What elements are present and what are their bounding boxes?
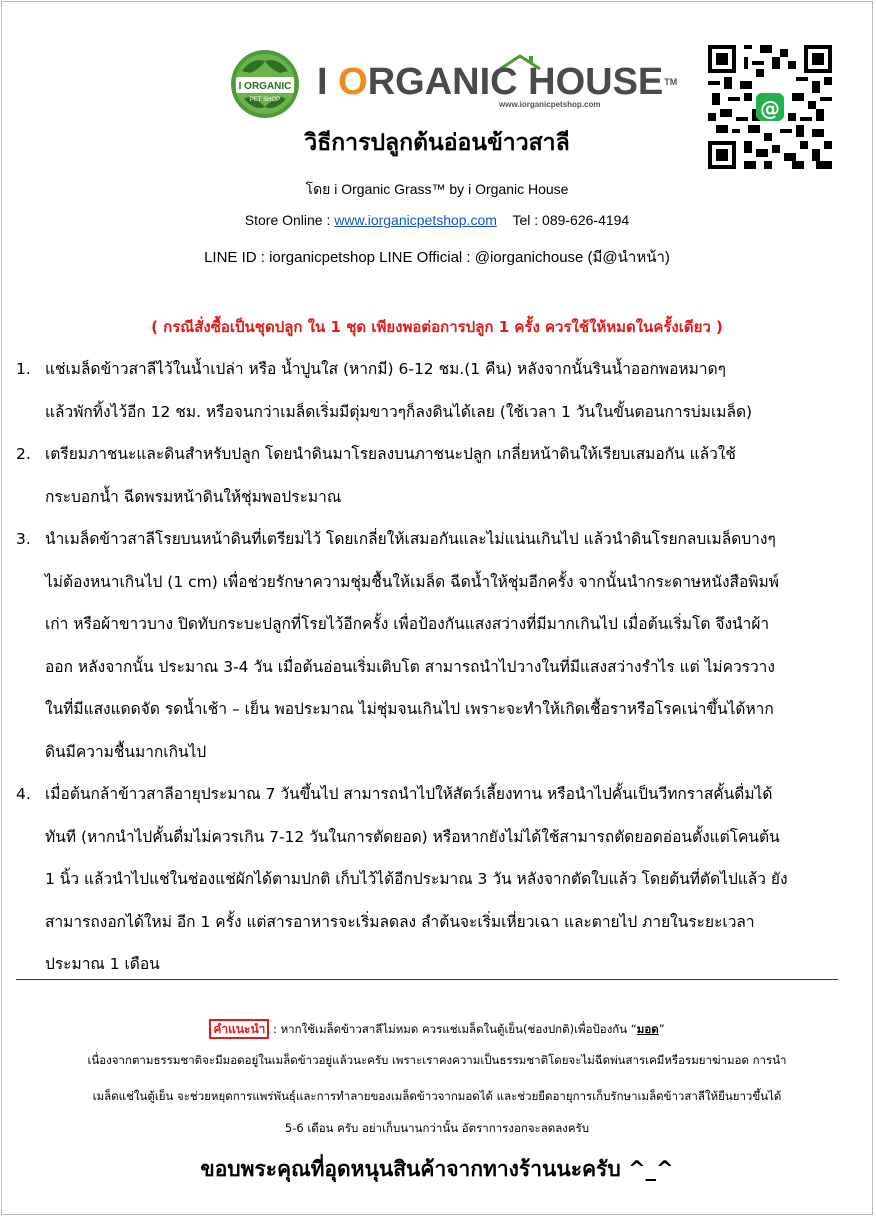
note-line-3: 5-6 เดือน ครับ อย่าเก็บนานกว่านั้น อัตราการงอกจะลดลงครับ xyxy=(284,1121,590,1135)
step-line: แล้วพักทิ้งไว้อีก 12 ชม. หรือจนกว่าเมล็ดเริ่มมีตุ่มขาวๆก็ลงดินได้เลย (ใช้เวลา 1 วันในขั้นตอนการบ่มเมล็ด) xyxy=(45,402,753,421)
step-line: ทันที (หากนำไปคั้นดื่มไม่ควรเกิน 7-12 วันในการตัดยอด) หรือหากยังไม่ได้ใช้สามารถตัดยอดอ่อนตั้งแต่โคนต้น xyxy=(45,827,780,846)
store-line xyxy=(2,212,872,228)
step-number: 4. xyxy=(16,785,31,803)
step-line: ประมาณ 1 เดือน xyxy=(45,955,160,973)
step-item xyxy=(16,518,846,773)
tel-text: Tel : 089-626-4194 xyxy=(512,212,630,228)
tip-label: คำแนะนำ xyxy=(209,1019,269,1039)
step-line: แช่เมล็ดข้าวสาลีไว้ในน้ำเปล่า หรือ น้ำปูนใส (หากมี) 6-12 ชม.(1 คืน) หลังจากนั้นรินน้ำออกพอหมาดๆ xyxy=(45,360,726,378)
brand-middle: RGANIC H xyxy=(367,61,556,103)
tip-strong: มอด xyxy=(636,1022,659,1036)
note-line-1: เนื่องจากตามธรรมชาติจะมีมอดอยู่ในเมล็ดข้าวอยู่แล้วนะครับ เพราะเราคงความเป็นธรรมชาติโดยจะไม่ฉีดพ่นสารเคมีหรือรมยาฆ่ามอด การนำ xyxy=(87,1053,787,1067)
thanks-message: ขอบพระคุณที่อุดหนุนสินค้าจากทางร้านนะครับ ^_^ xyxy=(200,1157,674,1181)
brand-suffix: USE xyxy=(585,61,664,103)
step-item xyxy=(16,348,846,433)
step-item xyxy=(16,773,846,986)
qr-line-badge: @ xyxy=(760,96,780,121)
brand-wordmark xyxy=(317,62,677,102)
note-line-2: เมล็ดแช่ในตู้เย็น จะช่วยหยุดการแพร่พันธุ์และการทำลายของเมล็ดข้าวจากมอดได้ และช่วยยืดอายุการเก็บรักษาเมล็ดข้าวสาลีให้ยืนยาวขึ้นได้ xyxy=(92,1089,782,1103)
step-number: 3. xyxy=(16,530,31,548)
step-number: 1. xyxy=(16,360,31,378)
steps-list xyxy=(16,348,846,986)
store-url-link[interactable]: www.iorganicpetshop.com xyxy=(334,212,497,228)
step-line: นำเมล็ดข้าวสาลีโรยบนหน้าดินที่เตรียมไว้ โดยเกลี่ยให้เสมอกันและไม่แน่นเกินไป แล้วนำดินโรยกลบเมล็ดบางๆ xyxy=(45,530,776,548)
brand-url: www.iorganicpetshop.com xyxy=(499,100,601,109)
step-line: สามารถงอกได้ใหม่ อีก 1 ครั้ง แต่สารอาหารจะเริ่มลดลง ลำต้นจะเริ่มเหี่ยวเฉา และตายไป ภายในระยะเวลา xyxy=(45,912,755,931)
step-line: เมื่อต้นกล้าข้าวสาลีอายุประมาณ 7 วันขึ้นไป สามารถนำไปให้สัตว์เลี้ยงทาน หรือนำไปคั้นเป็นวีทกราสคั้นดื่มได้ xyxy=(45,785,773,803)
tip-text: : หากใช้เมล็ดข้าวสาลีไม่หมด ควรแช่เมล็ดในตู้เย็น(ช่องปกติ)เพื่อป้องกัน “ xyxy=(269,1022,637,1036)
organic-pet-shop-logo xyxy=(230,49,300,119)
step-item xyxy=(16,433,846,518)
line-info: LINE ID : iorganicpetshop LINE Official : @iorganichouse (มี@นำหน้า) xyxy=(204,249,670,266)
brand-tm: TM xyxy=(664,77,678,87)
step-line: ออก หลังจากนั้น ประมาณ 3-4 วัน เมื่อต้นอ่อนเริ่มเติบโต สามารถนำไปวางในที่มีแสงสว่างรำไร แต่ ไม่ควรวาง xyxy=(45,657,775,676)
step-number: 2. xyxy=(16,445,31,463)
step-line: ไม่ต้องหนาเกินไป (1 cm) เพื่อช่วยรักษาความชุ่มชื้นให้เมล็ด ฉีดน้ำให้ชุ่มอีกครั้ง จากนั้นนำกระดาษหนังสือพิมพ์ xyxy=(45,572,779,591)
store-label: Store Online : xyxy=(244,212,335,228)
tip-line xyxy=(2,1020,872,1039)
divider xyxy=(16,979,838,980)
brand-prefix: I xyxy=(317,61,339,103)
tip-end: ” xyxy=(658,1022,665,1036)
step-line: 1 นิ้ว แล้วนำไปแช่ในช่องแช่ผักได้ตามปกติ เก็บไว้ได้อีกประมาณ 3 วัน หลังจากตัดใบแล้ว โดยต้นที่ตัดไปแล้ว ยัง xyxy=(45,870,788,888)
badge-text: I ORGANIC xyxy=(238,81,292,92)
step-line: เตรียมภาชนะและดินสำหรับปลูก โดยนำดินมาโรยลงบนภาชนะปลูก เกลี่ยหน้าดินให้เรียบเสมอกัน แล้วใช้ xyxy=(45,445,736,463)
brand-o: O xyxy=(338,61,368,103)
brand-o2: O xyxy=(555,61,586,103)
step-line: ในที่มีแสงแดดจัด รดน้ำเช้า – เย็น พอประมาณ ไม่ชุ่มจนเกินไป เพราะจะทำให้เกิดเชื้อราหรือโรคเน่าขึ้นได้หาก xyxy=(45,700,774,718)
document-page xyxy=(1,1,873,1215)
step-line: กระบอกน้ำ ฉีดพรมหน้าดินให้ชุ่มพอประมาณ xyxy=(45,487,342,506)
by-line: โดย i Organic Grass™ by i Organic House xyxy=(305,181,569,197)
badge-subtext: PET SHOP xyxy=(249,97,281,103)
step-line: เก่า หรือผ้าขาวบาง ปิดทับกระบะปลูกที่โรยไว้อีกครั้ง เพื่อป้องกันแสงสว่างที่มีมากเกินไป เมื่อต้นเริ่มโต จึงนำผ้า xyxy=(45,615,770,633)
set-notice: ( กรณีสั่งซื้อเป็นชุดปลูก ใน 1 ชุด เพียงพอต่อการปลูก 1 ครั้ง ควรใช้ให้หมดในครั้งเดียว ) xyxy=(151,318,723,336)
step-line: ดินมีความชื้นมากเกินไป xyxy=(45,742,207,761)
page-title: วิธีการปลูกต้นอ่อนข้าวสาลี xyxy=(304,130,570,156)
